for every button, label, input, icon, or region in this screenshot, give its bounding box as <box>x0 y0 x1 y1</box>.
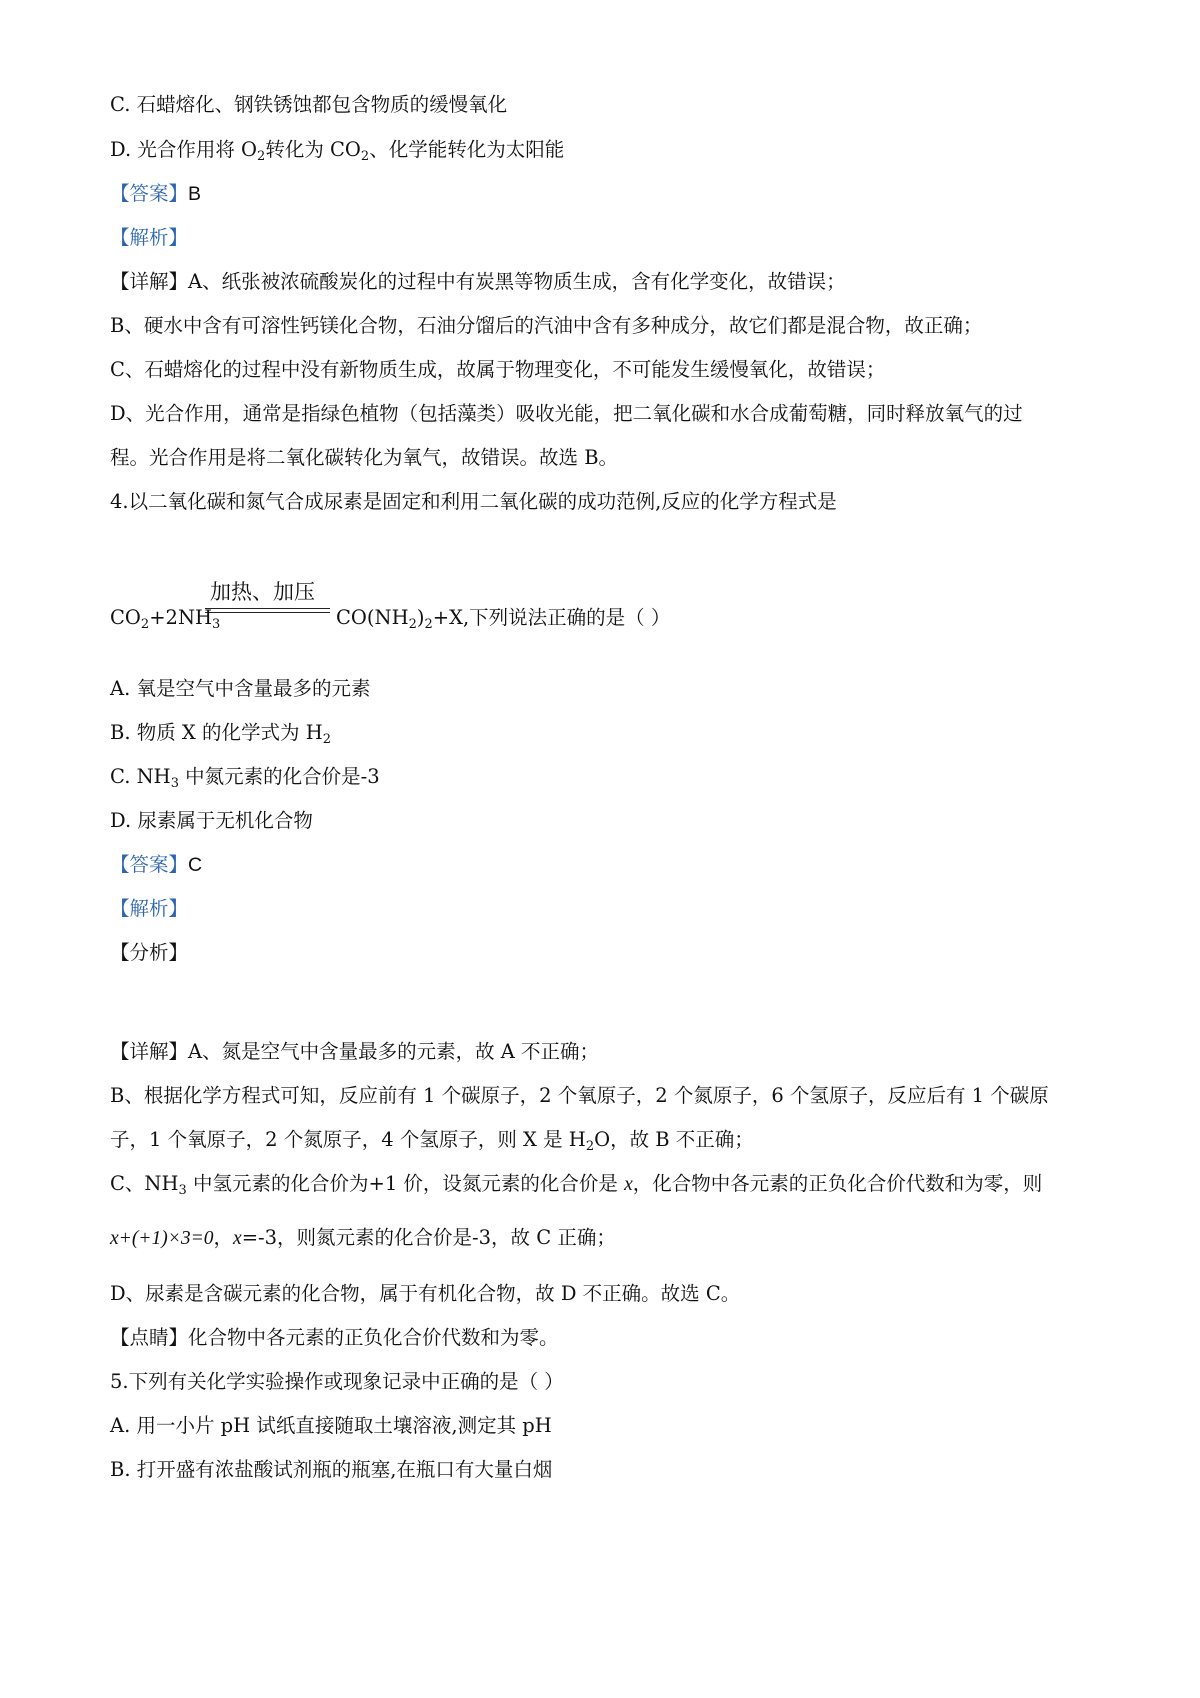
q3-option-d: D. 光合作用将 $O_2$转化为 $CO_2$、化学能转化为太阳能 <box>110 138 565 164</box>
answer-value: C <box>188 854 203 876</box>
q5-option-b: B. 打开盛有浓盐酸试剂瓶的瓶塞,在瓶口有大量白烟 <box>110 1458 553 1481</box>
q4-detail-d: D、尿素是含碳元素的化合物，属于有机化合物，故 D 不正确。故选 C。 <box>110 1282 741 1305</box>
q4-analysis-tag: 【解析】 <box>110 897 189 920</box>
q4-answer <box>110 851 202 879</box>
q4-fenxi-tag: 【分析】 <box>110 941 189 964</box>
q4-equation-lhs: $CO_2+2NH_3$ <box>110 606 221 632</box>
q3-option-c: C. 石蜡熔化、钢铁锈蚀都包含物质的缓慢氧化 <box>110 93 508 116</box>
q4-detail-c2: x+(+1)×3=0，x=-3，则氮元素的化合价是-3，故 C 正确； <box>110 1226 616 1249</box>
q3-analysis-tag: 【解析】 <box>110 226 189 249</box>
q3-answer <box>110 180 201 208</box>
answer-value: B <box>188 183 202 205</box>
reaction-condition: 加热、加压 <box>210 580 315 604</box>
q5-option-a: A. 用一小片 pH 试纸直接随取土壤溶液,测定其 pH <box>110 1414 552 1437</box>
q4-equation-rhs: $CO(NH_2)_2+X$,下列说法正确的是（ ） <box>336 606 671 632</box>
equation-bar-top <box>205 608 330 609</box>
q4-option-c: C. $NH_3$ 中氮元素的化合价是-3 <box>110 765 380 791</box>
q4-detail-b1: B、根据化学方程式可知，反应前有 1 个碳原子，2 个氧原子，2 个氮原子，6 个氢原子，反应后有 1 个碳原 <box>110 1084 1049 1107</box>
q4-dianjing: 【点睛】化合物中各元素的正负化合价代数和为零。 <box>110 1326 559 1349</box>
q4-option-d: D. 尿素属于无机化合物 <box>110 809 313 832</box>
q3-detail-a: 【详解】A、纸张被浓硫酸炭化的过程中有炭黑等物质生成，含有化学变化，故错误； <box>110 270 846 293</box>
q3-detail-b: B、硬水中含有可溶性钙镁化合物，石油分馏后的汽油中含有多种成分，故它们都是混合物，故正确； <box>110 314 983 337</box>
q3-detail-d1: D、光合作用，通常是指绿色植物（包括藻类）吸收光能，把二氧化碳和水合成葡萄糖，同时释放氧气的过 <box>110 402 1023 425</box>
q4-detail-b2: 子，1 个氧原子，2 个氮原子，4 个氢原子，则 X 是 $H_2O$，故 B 不正确； <box>110 1128 754 1154</box>
equation-bar-bottom <box>205 612 330 613</box>
q3-detail-c: C、石蜡熔化的过程中没有新物质生成，故属于物理变化，不可能发生缓慢氧化，故错误； <box>110 358 886 381</box>
q3-detail-d2: 程。光合作用是将二氧化碳转化为氧气，故错误。故选 B。 <box>110 446 619 469</box>
q5-stem: 5.下列有关化学实验操作或现象记录中正确的是（ ） <box>110 1370 564 1393</box>
q4-detail-a: 【详解】A、氮是空气中含量最多的元素，故 A 不正确； <box>110 1040 600 1063</box>
q4-stem: 4.以二氧化碳和氮气合成尿素是固定和利用二氧化碳的成功范例,反应的化学方程式是 <box>110 490 837 513</box>
q4-option-a: A. 氧是空气中含量最多的元素 <box>110 677 371 700</box>
answer-tag: 【答案】 <box>110 182 189 205</box>
answer-tag: 【答案】 <box>110 853 189 876</box>
math-equation: x+(+1)×3=0 <box>110 1228 214 1249</box>
q4-option-b: B. 物质 X 的化学式为 $H_2$ <box>110 721 331 747</box>
q4-detail-c1: C、$NH_3$ 中氢元素的化合价为+1 价，设氮元素的化合价是 x，化合物中各元素的正负化合价代数和为零，则 <box>110 1172 1043 1198</box>
